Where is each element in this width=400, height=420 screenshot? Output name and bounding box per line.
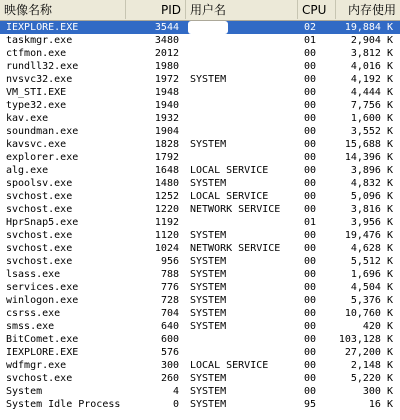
process-cpu-cell: 00 <box>304 191 317 202</box>
column-header-cpu[interactable]: CPU <box>298 0 336 19</box>
process-user-cell: SYSTEM <box>190 295 227 306</box>
process-cpu-cell: 00 <box>304 295 317 306</box>
process-pid-cell: 1904 <box>154 126 179 137</box>
process-memory-cell: 2,904 K <box>350 35 393 46</box>
process-cpu-cell: 00 <box>304 334 317 345</box>
process-cpu-cell: 00 <box>304 269 317 280</box>
process-cpu-cell: 01 <box>304 217 317 228</box>
process-memory-cell: 300 K <box>362 386 393 397</box>
process-name-cell: winlogon.exe <box>6 295 79 306</box>
process-cpu-cell: 00 <box>304 126 317 137</box>
process-user-cell: SYSTEM <box>190 399 227 410</box>
process-user-cell: SYSTEM <box>190 373 227 384</box>
process-row[interactable] <box>0 307 400 320</box>
process-rows <box>0 21 400 411</box>
process-cpu-cell: 00 <box>304 61 317 72</box>
process-cpu-cell: 00 <box>304 48 317 59</box>
process-name-cell: svchost.exe <box>6 204 73 215</box>
process-row[interactable] <box>0 21 400 34</box>
process-memory-cell: 5,220 K <box>350 373 393 384</box>
process-user-cell: SYSTEM <box>190 178 227 189</box>
process-pid-cell: 4 <box>172 386 179 397</box>
process-name-cell: type32.exe <box>6 100 67 111</box>
process-pid-cell: 956 <box>160 256 179 267</box>
process-memory-cell: 4,444 K <box>350 87 393 98</box>
process-pid-cell: 1024 <box>154 243 179 254</box>
process-cpu-cell: 00 <box>304 308 317 319</box>
process-row[interactable] <box>0 112 400 125</box>
process-memory-cell: 4,504 K <box>350 282 393 293</box>
process-memory-cell: 4,192 K <box>350 74 393 85</box>
process-name-cell: services.exe <box>6 282 79 293</box>
process-name-cell: svchost.exe <box>6 243 73 254</box>
process-pid-cell: 1940 <box>154 100 179 111</box>
column-header-memory-usage[interactable]: 内存使用 <box>347 3 396 17</box>
process-user-cell: SYSTEM <box>190 308 227 319</box>
redaction-mark <box>188 21 228 34</box>
process-pid-cell: 1792 <box>154 152 179 163</box>
process-memory-cell: 5,376 K <box>350 295 393 306</box>
process-user-cell: SYSTEM <box>190 269 227 280</box>
process-name-cell: VM_STI.EXE <box>6 87 67 98</box>
process-memory-cell: 3,816 K <box>350 204 393 215</box>
process-cpu-cell: 00 <box>304 243 317 254</box>
process-pid-cell: 1480 <box>154 178 179 189</box>
process-cpu-cell: 00 <box>304 74 317 85</box>
process-cpu-cell: 02 <box>304 22 317 33</box>
process-user-cell: SYSTEM <box>190 256 227 267</box>
process-pid-cell: 1980 <box>154 61 179 72</box>
process-cpu-cell: 95 <box>304 399 317 410</box>
process-cpu-cell: 00 <box>304 139 317 150</box>
process-cpu-cell: 00 <box>304 165 317 176</box>
process-name-cell: soundman.exe <box>6 126 79 137</box>
process-row[interactable] <box>0 372 400 385</box>
column-header-image-name[interactable]: 映像名称 <box>0 0 126 19</box>
process-user-cell: SYSTEM <box>190 282 227 293</box>
process-row[interactable] <box>0 151 400 164</box>
process-name-cell: taskmgr.exe <box>6 35 73 46</box>
process-name-cell: HprSnap5.exe <box>6 217 79 228</box>
process-pid-cell: 300 <box>160 360 179 371</box>
process-pid-cell: 3480 <box>154 35 179 46</box>
process-name-cell: csrss.exe <box>6 308 61 319</box>
process-row[interactable] <box>0 281 400 294</box>
process-memory-cell: 3,956 K <box>350 217 393 228</box>
column-header-user-name[interactable]: 用户名 <box>186 0 298 19</box>
process-name-cell: kav.exe <box>6 113 49 124</box>
process-user-cell: NETWORK SERVICE <box>190 243 281 254</box>
process-memory-cell: 10,760 K <box>344 308 393 319</box>
process-pid-cell: 1220 <box>154 204 179 215</box>
process-user-cell: SYSTEM <box>190 230 227 241</box>
process-memory-cell: 19,884 K <box>344 22 393 33</box>
process-row[interactable] <box>0 385 400 398</box>
process-cpu-cell: 00 <box>304 282 317 293</box>
process-name-cell: spoolsv.exe <box>6 178 73 189</box>
process-memory-cell: 3,812 K <box>350 48 393 59</box>
process-row[interactable] <box>0 86 400 99</box>
process-pid-cell: 1252 <box>154 191 179 202</box>
process-memory-cell: 5,096 K <box>350 191 393 202</box>
process-name-cell: System <box>6 386 43 397</box>
process-user-cell: LOCAL SERVICE <box>190 191 269 202</box>
process-pid-cell: 1948 <box>154 87 179 98</box>
process-pid-cell: 600 <box>160 334 179 345</box>
process-memory-cell: 4,628 K <box>350 243 393 254</box>
process-row[interactable] <box>0 216 400 229</box>
process-row[interactable] <box>0 268 400 281</box>
process-cpu-cell: 00 <box>304 178 317 189</box>
process-pid-cell: 704 <box>160 308 179 319</box>
process-memory-cell: 1,600 K <box>350 113 393 124</box>
process-row[interactable] <box>0 242 400 255</box>
process-memory-cell: 19,476 K <box>344 230 393 241</box>
process-memory-cell: 27,200 K <box>344 347 393 358</box>
process-user-cell: SYSTEM <box>190 139 227 150</box>
column-header-bar <box>0 0 400 21</box>
process-name-cell: smss.exe <box>6 321 55 332</box>
process-row[interactable] <box>0 229 400 242</box>
process-pid-cell: 1192 <box>154 217 179 228</box>
process-pid-cell: 1648 <box>154 165 179 176</box>
process-memory-cell: 103,128 K <box>338 334 393 345</box>
process-memory-cell: 16 K <box>368 399 393 410</box>
process-cpu-cell: 00 <box>304 152 317 163</box>
process-name-cell: explorer.exe <box>6 152 79 163</box>
process-name-cell: svchost.exe <box>6 373 73 384</box>
process-name-cell: svchost.exe <box>6 256 73 267</box>
process-cpu-cell: 00 <box>304 321 317 332</box>
process-cpu-cell: 00 <box>304 100 317 111</box>
process-row[interactable] <box>0 34 400 47</box>
process-pid-cell: 728 <box>160 295 179 306</box>
process-name-cell: alg.exe <box>6 165 49 176</box>
process-row[interactable] <box>0 320 400 333</box>
process-row[interactable] <box>0 125 400 138</box>
process-name-cell: IEXPLORE.EXE <box>6 22 79 33</box>
process-pid-cell: 0 <box>172 399 179 410</box>
process-cpu-cell: 00 <box>304 113 317 124</box>
process-row[interactable] <box>0 47 400 60</box>
process-row[interactable] <box>0 99 400 112</box>
process-cpu-cell: 00 <box>304 360 317 371</box>
process-row[interactable] <box>0 359 400 372</box>
process-user-cell: LOCAL SERVICE <box>190 165 269 176</box>
process-pid-cell: 260 <box>160 373 179 384</box>
process-name-cell: svchost.exe <box>6 191 73 202</box>
process-memory-cell: 15,688 K <box>344 139 393 150</box>
process-cpu-cell: 01 <box>304 35 317 46</box>
process-pid-cell: 788 <box>160 269 179 280</box>
process-row[interactable] <box>0 177 400 190</box>
process-memory-cell: 420 K <box>362 321 393 332</box>
process-memory-cell: 3,896 K <box>350 165 393 176</box>
process-row[interactable] <box>0 398 400 411</box>
process-cpu-cell: 00 <box>304 87 317 98</box>
process-memory-cell: 2,148 K <box>350 360 393 371</box>
process-memory-cell: 7,756 K <box>350 100 393 111</box>
column-header-pid[interactable]: PID <box>126 0 186 19</box>
process-cpu-cell: 00 <box>304 347 317 358</box>
process-memory-cell: 14,396 K <box>344 152 393 163</box>
process-name-cell: IEXPLORE.EXE <box>6 347 79 358</box>
process-memory-cell: 3,552 K <box>350 126 393 137</box>
process-row[interactable] <box>0 333 400 346</box>
process-cpu-cell: 00 <box>304 386 317 397</box>
process-row[interactable] <box>0 73 400 86</box>
process-pid-cell: 2012 <box>154 48 179 59</box>
process-pid-cell: 576 <box>160 347 179 358</box>
process-memory-cell: 5,512 K <box>350 256 393 267</box>
process-pid-cell: 1972 <box>154 74 179 85</box>
process-row[interactable] <box>0 346 400 359</box>
process-row[interactable] <box>0 164 400 177</box>
process-name-cell: wdfmgr.exe <box>6 360 67 371</box>
process-row[interactable] <box>0 203 400 216</box>
process-name-cell: rundll32.exe <box>6 61 79 72</box>
process-user-cell: SYSTEM <box>190 74 227 85</box>
process-user-cell: SYSTEM <box>190 321 227 332</box>
process-pid-cell: 1932 <box>154 113 179 124</box>
process-user-cell: LOCAL SERVICE <box>190 360 269 371</box>
process-name-cell: BitComet.exe <box>6 334 79 345</box>
process-pid-cell: 1828 <box>154 139 179 150</box>
process-cpu-cell: 00 <box>304 256 317 267</box>
process-cpu-cell: 00 <box>304 204 317 215</box>
process-memory-cell: 4,832 K <box>350 178 393 189</box>
process-cpu-cell: 00 <box>304 230 317 241</box>
process-name-cell: lsass.exe <box>6 269 61 280</box>
process-name-cell: kavsvc.exe <box>6 139 67 150</box>
process-user-cell: SYSTEM <box>190 386 227 397</box>
process-row[interactable] <box>0 138 400 151</box>
process-row[interactable] <box>0 294 400 307</box>
process-name-cell: svchost.exe <box>6 230 73 241</box>
process-memory-cell: 1,696 K <box>350 269 393 280</box>
process-pid-cell: 640 <box>160 321 179 332</box>
process-row[interactable] <box>0 255 400 268</box>
process-row[interactable] <box>0 60 400 73</box>
process-name-cell: System Idle Process <box>6 399 121 410</box>
process-pid-cell: 776 <box>160 282 179 293</box>
process-user-cell: NETWORK SERVICE <box>190 204 281 215</box>
process-pid-cell: 1120 <box>154 230 179 241</box>
process-cpu-cell: 00 <box>304 373 317 384</box>
process-name-cell: ctfmon.exe <box>6 48 67 59</box>
process-name-cell: nvsvc32.exe <box>6 74 73 85</box>
process-pid-cell: 3544 <box>154 22 179 33</box>
process-memory-cell: 4,016 K <box>350 61 393 72</box>
process-row[interactable] <box>0 190 400 203</box>
